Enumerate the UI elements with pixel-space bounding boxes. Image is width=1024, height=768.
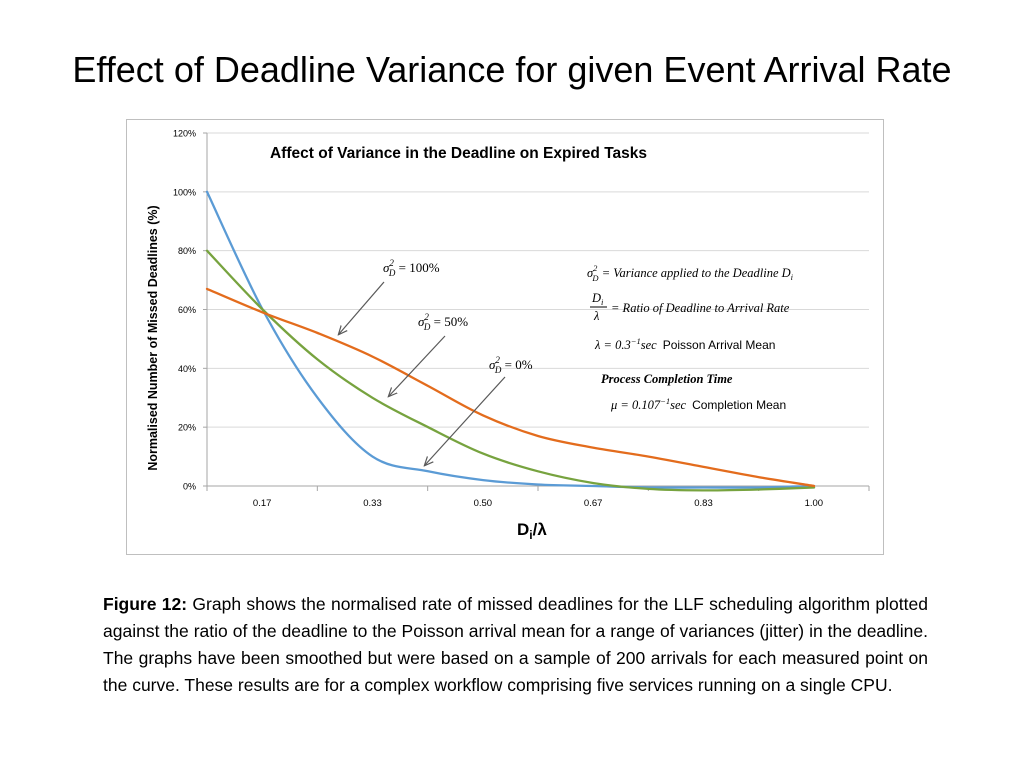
caption-text: Graph shows the normalised rate of missed deadlines for the LLF scheduling algorithm plotted against the ratio of the deadline to the Poisson arrival mean for a range of variances (jitter) in the deadline. The graphs have been smoothed but were based on a sample of 200 arrivals for each measured point on the curve. These results are for a complex workflow comprising five services running on a single CPU. [103, 594, 928, 695]
x-tick-label: 0.33 [363, 498, 382, 509]
y-tick-label: 40% [177, 363, 196, 374]
note-ratio-numerator: $D_i$ [592, 291, 604, 307]
chart-title: Affect of Variance in the Deadline on Expired Tasks [270, 145, 647, 162]
annotation-sigma-0: $\sigma^2$ D = 0% [489, 355, 533, 375]
y-tick-label: 120% [172, 128, 196, 139]
annotation-sigma-50: $\sigma^2$ D = 50% [418, 312, 469, 332]
x-tick-label: 0.17 [252, 498, 272, 509]
annotation-sigma-100: $\sigma^2$ D = 100% [383, 258, 440, 278]
slide-title: Effect of Deadline Variance for given Event Arrival Rate [72, 49, 952, 90]
note-process-completion-heading: Process Completion Time [601, 372, 733, 386]
y-axis-label: Normalised Number of Missed Deadlines (%) [146, 205, 160, 471]
note-ratio-denominator: λ [594, 309, 600, 323]
x-tick-label: 0.50 [473, 498, 493, 509]
x-tick-label: 0.83 [694, 498, 713, 509]
caption-label: Figure 12: [103, 594, 188, 614]
series-line-sigma-100 [207, 289, 814, 486]
x-tick-label: 0.67 [583, 498, 603, 509]
note-variance-definition: $\sigma^2$ D = Variance applied to the Deadline $D_i$ [587, 263, 794, 283]
y-tick-label: 20% [177, 422, 196, 433]
chart-frame [126, 119, 884, 555]
x-axis-label: $D_i/\lambda$ [517, 520, 547, 542]
y-tick-label: 0% [182, 481, 196, 492]
annotation-arrow-100 [339, 282, 384, 334]
y-tick-label: 100% [172, 187, 196, 198]
line-chart [127, 120, 885, 556]
annotation-arrow-50 [389, 336, 445, 396]
x-tick-label: 1.00 [804, 498, 824, 509]
note-completion-mean: $\mu = 0.107^{-1}\sec$ Completion Mean [611, 396, 787, 412]
note-ratio-definition: = Ratio of Deadline to Arrival Rate [611, 301, 790, 315]
figure-caption [103, 591, 928, 699]
y-tick-label: 80% [177, 246, 196, 257]
y-tick-label: 60% [177, 305, 196, 315]
note-arrival-mean: $\lambda = 0.3^{-1}\sec$ Poisson Arrival Mean [595, 336, 776, 352]
